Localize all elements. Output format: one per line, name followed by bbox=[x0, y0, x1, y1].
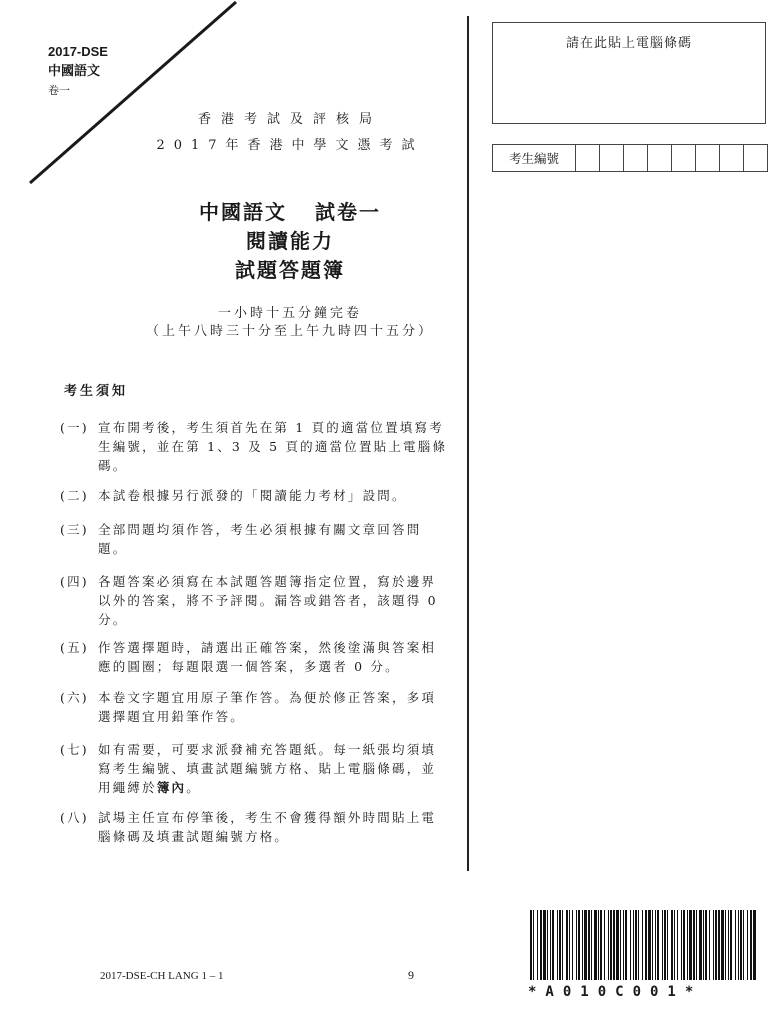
barcode-sticker-label: 請在此貼上電腦條碼 bbox=[565, 36, 692, 51]
barcode-bar bbox=[530, 910, 532, 980]
barcode-bar bbox=[735, 910, 736, 980]
barcode-bar bbox=[655, 910, 656, 980]
note-number: (七) bbox=[60, 742, 89, 757]
barcode-bar bbox=[738, 910, 739, 980]
barcode-bar bbox=[584, 910, 587, 980]
barcode-bar bbox=[635, 910, 637, 980]
page-number: 9 bbox=[408, 968, 414, 982]
barcode-bar bbox=[604, 910, 605, 980]
barcode-bar bbox=[550, 910, 551, 980]
exam-time: （上午八時三十分至上午九時四十五分） bbox=[145, 324, 434, 339]
barcode-bar bbox=[667, 910, 668, 980]
barcode-bar bbox=[703, 910, 704, 980]
barcode-bar bbox=[681, 910, 682, 980]
barcode-bar bbox=[657, 910, 659, 980]
note-text: 本卷文字題宜用原子筆作答。為便於修正答案，多項選擇題宜用鉛筆作答。 bbox=[98, 690, 437, 724]
candidate-number-cell[interactable] bbox=[624, 145, 648, 171]
candidate-number-cell[interactable] bbox=[648, 145, 672, 171]
barcode-bar bbox=[625, 910, 627, 980]
barcode-bar bbox=[610, 910, 612, 980]
barcode-bar bbox=[709, 910, 710, 980]
barcode-bar bbox=[664, 910, 666, 980]
candidate-number-cell[interactable] bbox=[696, 145, 720, 171]
barcode-bar bbox=[662, 910, 663, 980]
barcode-bar bbox=[594, 910, 597, 980]
barcode-bar bbox=[696, 910, 697, 980]
barcode-bar bbox=[608, 910, 609, 980]
barcode-bar bbox=[638, 910, 639, 980]
barcode-bar bbox=[689, 910, 692, 980]
barcode-bar bbox=[728, 910, 729, 980]
barcode-bar bbox=[693, 910, 695, 980]
notes-heading: 考生須知 bbox=[64, 384, 129, 399]
barcode-bar bbox=[557, 910, 558, 980]
note-text: 作答選擇題時，請選出正確答案，然後塗滿與答案相應的圓圈；每題限選一個答案，多選者 0 分。 bbox=[98, 640, 437, 674]
note-item bbox=[60, 638, 450, 676]
barcode-bar bbox=[642, 910, 643, 980]
note-text: 全部問題均須作答，考生必須根據有關文章回答問題。 bbox=[98, 522, 422, 556]
paper-title bbox=[100, 198, 480, 285]
note-number: (二) bbox=[60, 488, 89, 503]
candidate-number-label: 考生編號 bbox=[493, 145, 576, 171]
exam-authority: 香港考試及評核局 bbox=[197, 112, 382, 127]
barcode-text: *A010C001* bbox=[528, 984, 703, 1000]
note-number: (八) bbox=[60, 810, 89, 825]
note-item bbox=[60, 688, 450, 726]
barcode-bar bbox=[616, 910, 619, 980]
barcode-bar bbox=[713, 910, 714, 980]
barcode-bar bbox=[540, 910, 542, 980]
candidate-number-cell[interactable] bbox=[576, 145, 600, 171]
header-paper: 卷一 bbox=[48, 84, 70, 97]
barcode-bar bbox=[620, 910, 621, 980]
note-item bbox=[60, 808, 450, 846]
note-text-main: 如有需要，可要求派發補充答題紙。每一紙張均須填寫考生編號、填畫試題編號方格、貼上電腦條碼，並用繩縛於 bbox=[98, 742, 437, 795]
barcode-bar bbox=[569, 910, 570, 980]
barcode-bar bbox=[730, 910, 732, 980]
candidate-number-cell[interactable] bbox=[600, 145, 624, 171]
barcode-bar bbox=[633, 910, 634, 980]
barcode-bar bbox=[740, 910, 742, 980]
barcode-bar bbox=[718, 910, 720, 980]
note-item bbox=[60, 520, 450, 558]
barcode-bar bbox=[747, 910, 748, 980]
barcode-bar bbox=[600, 910, 602, 980]
note-item bbox=[60, 418, 450, 475]
note-number: (三) bbox=[60, 522, 89, 537]
note-text-bold: 簿內 bbox=[156, 780, 187, 795]
note-text: 本試卷根據另行派發的「閱讀能力考材」設問。 bbox=[98, 488, 407, 503]
barcode-bar bbox=[543, 910, 546, 980]
barcode-bar bbox=[721, 910, 724, 980]
barcode-bar bbox=[613, 910, 615, 980]
barcode-bar bbox=[750, 910, 752, 980]
title-line2: 閱讀能力 bbox=[246, 229, 334, 253]
barcode-image bbox=[528, 910, 758, 982]
barcode-bar bbox=[537, 910, 538, 980]
title-paper: 試卷一 bbox=[315, 200, 381, 224]
header-subject: 中國語文 bbox=[48, 64, 101, 79]
note-text: 宣布開考後，考生須首先在第 1 頁的適當位置填寫考生編號，並在第 1、3 及 5 頁的適當位置貼上電腦條碼。 bbox=[98, 420, 448, 473]
barcode-bar bbox=[743, 910, 744, 980]
note-text bbox=[98, 740, 450, 797]
page-divider bbox=[467, 16, 469, 871]
barcode-bar bbox=[552, 910, 554, 980]
barcode-bar bbox=[598, 910, 599, 980]
barcode-bar bbox=[562, 910, 563, 980]
note-item bbox=[60, 740, 450, 797]
barcode-bar bbox=[591, 910, 592, 980]
barcode-bar bbox=[671, 910, 673, 980]
barcode-bar bbox=[572, 910, 573, 980]
note-item bbox=[60, 486, 450, 505]
barcode-bar bbox=[576, 910, 577, 980]
barcode-bar bbox=[683, 910, 685, 980]
barcode-bar bbox=[648, 910, 651, 980]
barcode-bar bbox=[725, 910, 726, 980]
exam-duration: 一小時十五分鐘完卷 bbox=[217, 306, 362, 321]
note-number: (五) bbox=[60, 640, 89, 655]
candidate-number-cell[interactable] bbox=[744, 145, 767, 171]
candidate-number-cell[interactable] bbox=[672, 145, 696, 171]
candidate-number-boxes[interactable] bbox=[492, 144, 768, 172]
title-subject: 中國語文 bbox=[199, 200, 287, 224]
barcode-bar bbox=[645, 910, 647, 980]
barcode-bar bbox=[715, 910, 717, 980]
header-year: 2017-DSE bbox=[48, 44, 108, 59]
note-item bbox=[60, 572, 450, 629]
barcode-bar bbox=[677, 910, 678, 980]
barcode-bar bbox=[652, 910, 653, 980]
candidate-number-cell[interactable] bbox=[720, 145, 744, 171]
barcode-bar bbox=[674, 910, 675, 980]
barcode-bar bbox=[582, 910, 583, 980]
footer-paper-code: 2017-DSE-CH LANG 1 – 1 bbox=[100, 970, 224, 982]
title-line3: 試題答題簿 bbox=[235, 258, 345, 282]
note-text: 各題答案必須寫在本試題答題簿指定位置，寫於邊界以外的答案，將不予評閱。漏答或錯答者，該題得 0 分。 bbox=[98, 574, 438, 627]
barcode-bar bbox=[630, 910, 631, 980]
barcode-bar bbox=[687, 910, 688, 980]
diagonal-strike-line bbox=[0, 0, 260, 200]
barcode-bar bbox=[578, 910, 580, 980]
barcode-bar bbox=[623, 910, 624, 980]
barcode-bar bbox=[705, 910, 707, 980]
note-number: (六) bbox=[60, 690, 89, 705]
note-text: 試場主任宣布停筆後，考生不會獲得額外時間貼上電腦條碼及填畫試題編號方格。 bbox=[98, 810, 437, 844]
note-text-tail: 。 bbox=[186, 780, 201, 795]
barcode-bar bbox=[559, 910, 561, 980]
note-number: (一) bbox=[60, 420, 89, 435]
exam-name: 2017年香港中學文憑考試 bbox=[156, 138, 424, 153]
barcode-bar bbox=[547, 910, 548, 980]
barcode-bar bbox=[588, 910, 590, 980]
barcode-bar bbox=[566, 910, 568, 980]
barcode-bar bbox=[753, 910, 756, 980]
note-number: (四) bbox=[60, 574, 89, 589]
barcode-bar bbox=[699, 910, 702, 980]
barcode-bar bbox=[533, 910, 534, 980]
